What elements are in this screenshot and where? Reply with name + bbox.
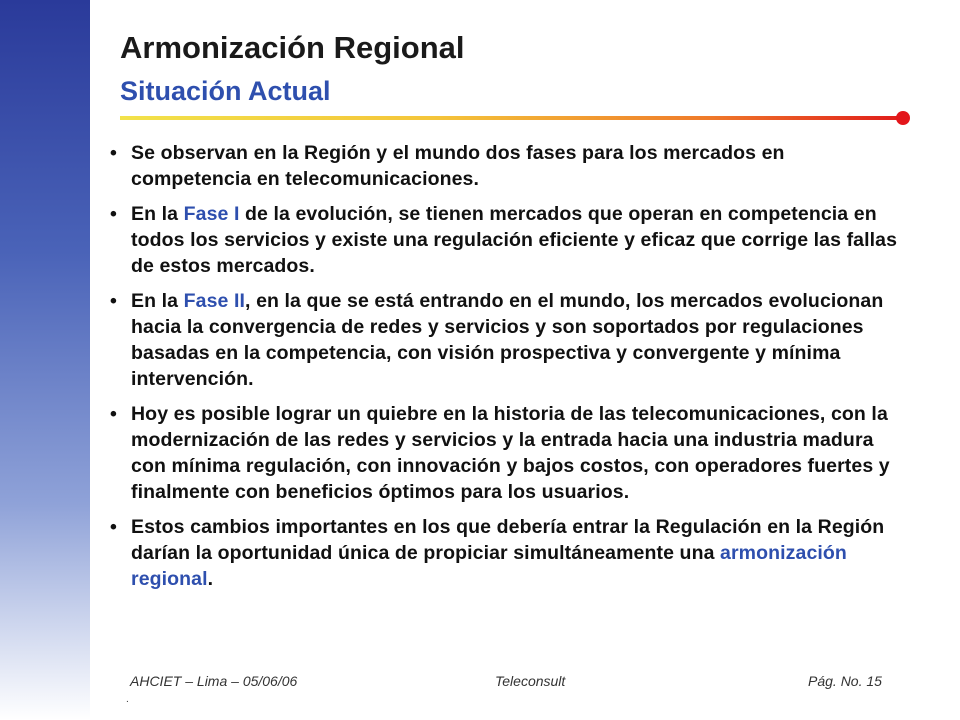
footer-dot-mark: . [126,694,129,705]
bullet-list [110,140,900,601]
divider-end-dot [896,111,910,125]
highlight-fase-1: Fase I [183,203,240,225]
bullet-text: En la [131,203,184,225]
bullet-item-2 [110,201,900,279]
bullet-text: Estos cambios importantes en los que debería entrar la Regulación en la Región darían la oportunidad única de propiciar simultáneamente una [131,516,885,564]
footer-page-number: Pág. No. 15 [808,673,882,689]
bullet-text: , en la que se está entrando en el mundo, los mercados evolucionan hacia la convergencia de redes y servicios y son soportados por regulaciones basadas en la competencia, con visión prospectiva y convergente y mínima intervención. [131,290,884,390]
footer-event: AHCIET – Lima – 05/06/06 [130,673,298,689]
slide-subtitle: Situación Actual [120,76,331,106]
bullet-item-1 [110,140,900,192]
highlight-fase-2: Fase II [183,290,246,312]
bullet-text: de la evolución, se tienen mercados que operan en competencia en todos los servicios y existe una regulación eficiente y eficaz que corrige las fallas de estos mercados. [131,203,898,277]
side-gradient-bar [0,0,90,720]
bullet-text: Hoy es posible lograr un quiebre en la historia de las telecomunicaciones, con la modernización de las redes y servicios y la entrada hacia una industria madura con mínima regulación, con innovación y bajos costos, con operadores fuertes y finalmente con beneficios óptimos para los usuarios. [131,403,890,503]
bullet-text: . [207,568,214,590]
bullet-text: En la [131,290,184,312]
footer-company: Teleconsult [495,673,566,689]
highlight-armonizacion: armonización regional [131,542,847,590]
title-divider [120,116,905,120]
bullet-item-3 [110,288,900,392]
bullet-item-5 [110,514,900,592]
bullet-text: Se observan en la Región y el mundo dos fases para los mercados en competencia en telecomunicaciones. [131,142,785,190]
slide-title: Armonización Regional [120,30,465,65]
bullet-item-4 [110,401,900,505]
